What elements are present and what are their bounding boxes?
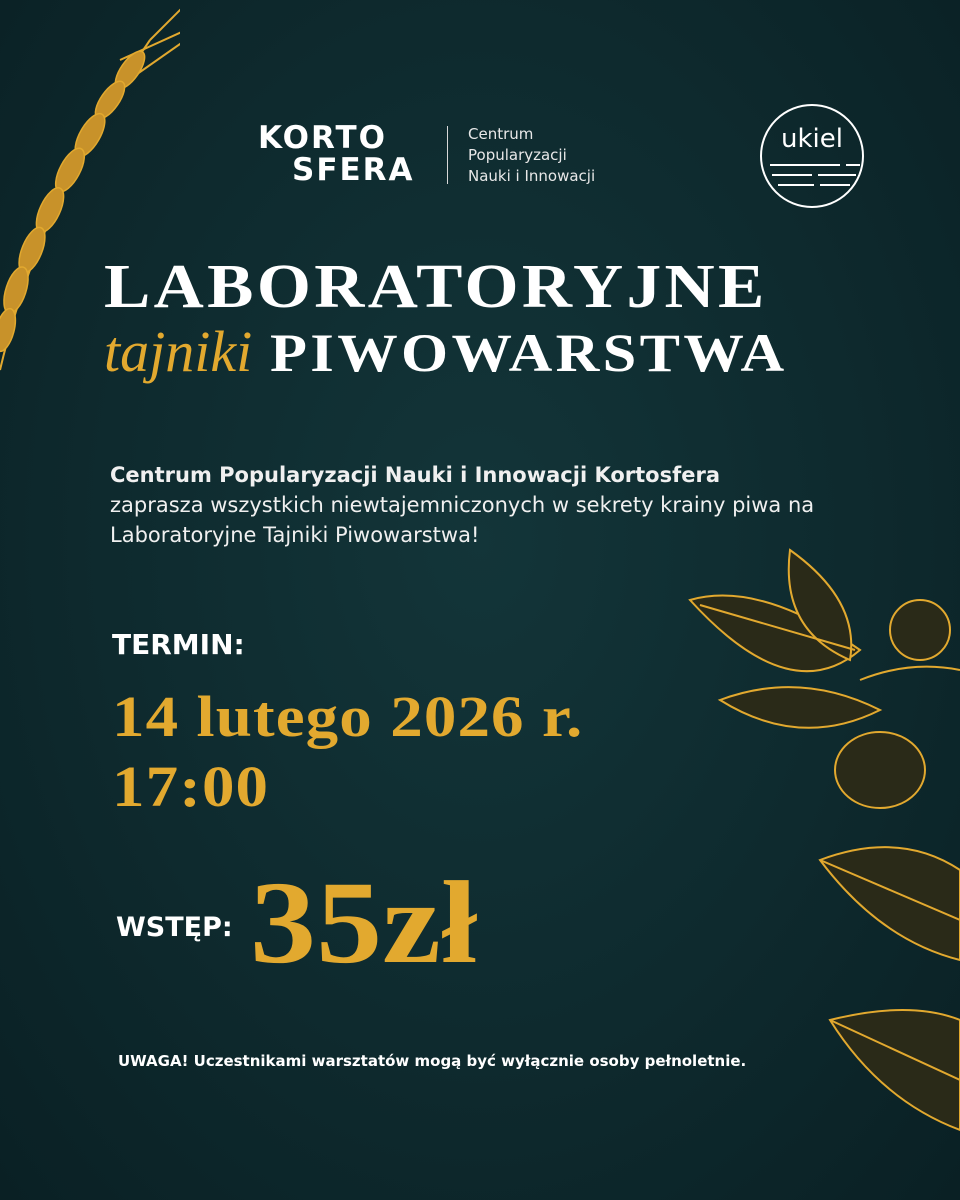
title-script-word: tajniki <box>104 319 253 384</box>
event-date: 14 lutego 2026 r. <box>112 684 584 749</box>
organization-description: Centrum Popularyzacji Nauki i Innowacji <box>468 125 596 185</box>
title-line2-text: PIWOWARSTWA <box>270 323 788 383</box>
age-notice: UWAGA! Uczestnikami warsztatów mogą być wyłącznie osoby pełnoletnie. <box>118 1052 747 1070</box>
entry-label: WSTĘP: <box>116 912 233 943</box>
termin-label: TERMIN: <box>112 628 245 661</box>
intro-text: Centrum Popularyzacji Nauki i Innowacji Kortosfera zaprasza wszystkich niewtajemniczonych w sekrety krainy piwa na Laboratoryjne Tajniki Piwowarstwa! <box>110 463 815 547</box>
ukiel-logo: ukiel <box>760 104 864 208</box>
title-line2 <box>104 318 788 385</box>
event-datetime <box>112 682 583 822</box>
logo-divider <box>447 126 448 184</box>
event-time: 17:00 <box>112 754 270 819</box>
entry-price: 35zł <box>250 857 478 988</box>
kortosfera-logo: KORTO SFERA <box>258 120 415 188</box>
title-line1: LABORATORYJNE <box>104 253 768 321</box>
